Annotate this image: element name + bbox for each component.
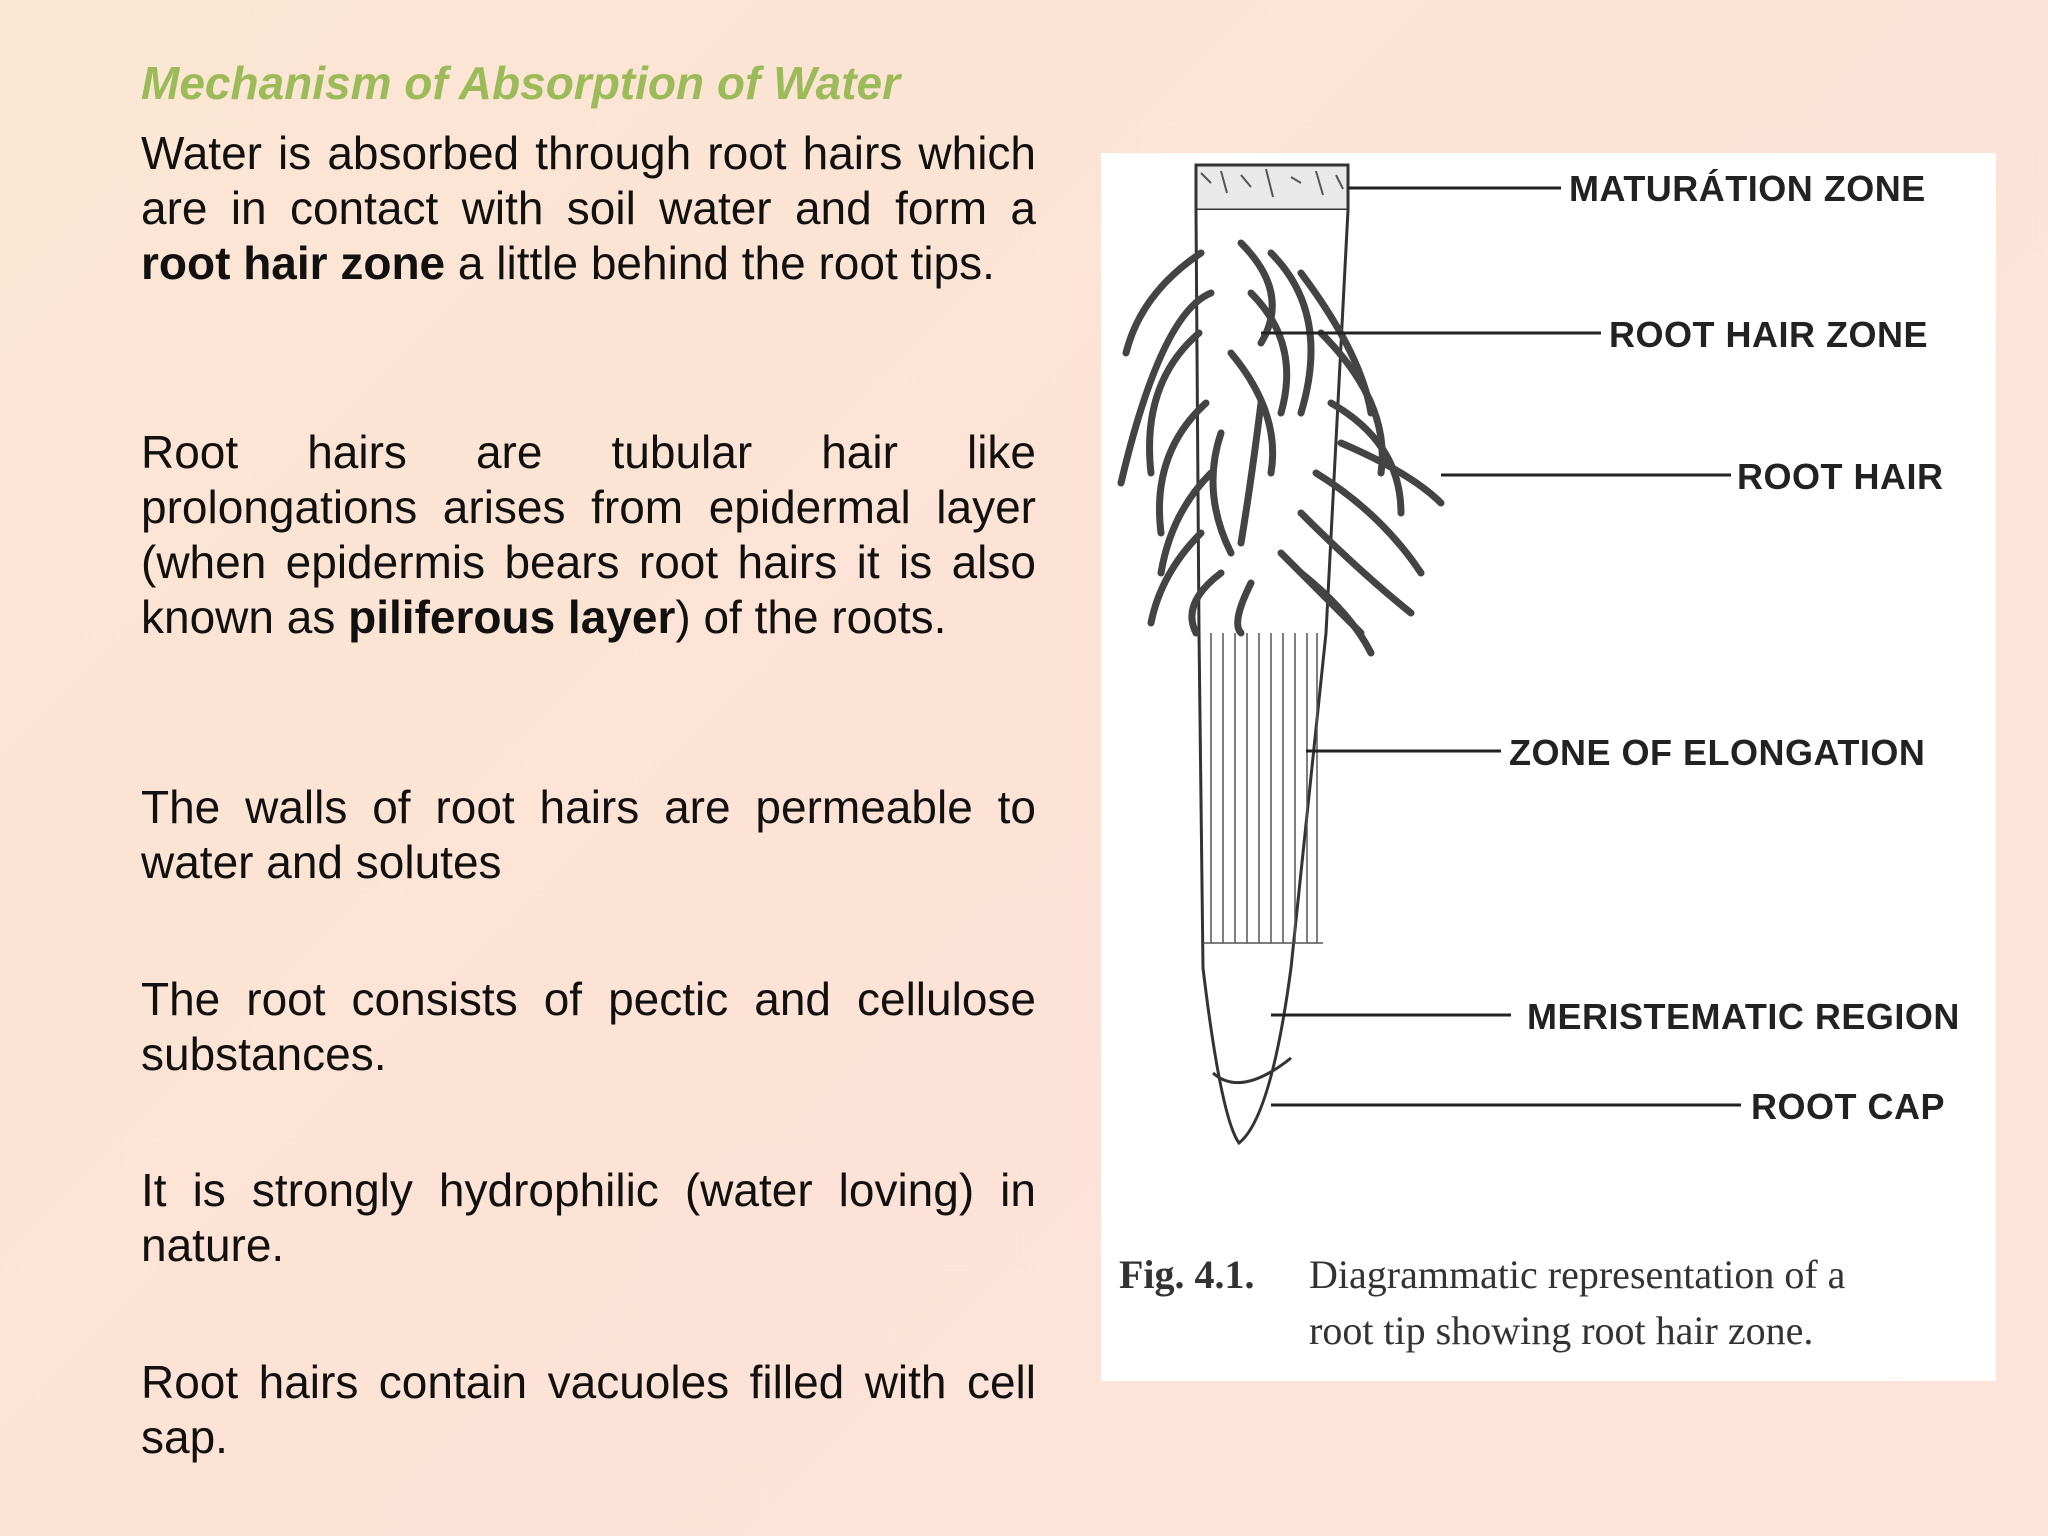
paragraph-hydrophilic: It is strongly hydrophilic (water loving) in nature. — [141, 1164, 1036, 1271]
label-root-hair-zone: ROOT HAIR ZONE — [1609, 314, 1928, 355]
paragraph-piliferous-layer: Root hairs are tubular hair like prolongations arises from epidermal layer (when epidermis bears root hairs it is also known as piliferous layer) of the roots. — [141, 426, 1036, 643]
caption-line-1: Diagrammatic representation of a — [1309, 1252, 1846, 1297]
label-meristematic-region: MERISTEMATIC REGION — [1527, 996, 1960, 1037]
label-root-cap: ROOT CAP — [1751, 1086, 1946, 1127]
paragraph-root-hair-zone: Water is absorbed through root hairs which are in contact with soil water and form a root hair zone a little behind the root tips. — [141, 127, 1036, 289]
figure-caption — [1119, 1247, 1979, 1359]
term-root-hair-zone: root hair zone — [141, 237, 446, 289]
label-root-hair: ROOT HAIR — [1737, 456, 1944, 497]
label-maturation-zone: MATURÁTION ZONE — [1569, 168, 1926, 209]
maturation-zone-region — [1196, 165, 1348, 210]
slide-title: Mechanism of Absorption of Water — [141, 57, 901, 109]
root-tip-diagram — [1101, 153, 1996, 1381]
root-tip-figure — [1101, 153, 1996, 1381]
paragraph-permeable-walls: The walls of root hairs are permeable to water and solutes — [141, 781, 1036, 888]
paragraph-vacuoles: Root hairs contain vacuoles filled with cell sap. — [141, 1356, 1036, 1463]
figure-number: Fig. 4.1. — [1119, 1252, 1255, 1297]
label-zone-of-elongation: ZONE OF ELONGATION — [1509, 732, 1926, 773]
caption-line-2: root tip showing root hair zone. — [1309, 1308, 1814, 1353]
root-outline — [1196, 210, 1348, 1143]
paragraph-pectic-cellulose: The root consists of pectic and cellulose substances. — [141, 973, 1036, 1080]
term-piliferous-layer: piliferous layer — [348, 591, 676, 643]
